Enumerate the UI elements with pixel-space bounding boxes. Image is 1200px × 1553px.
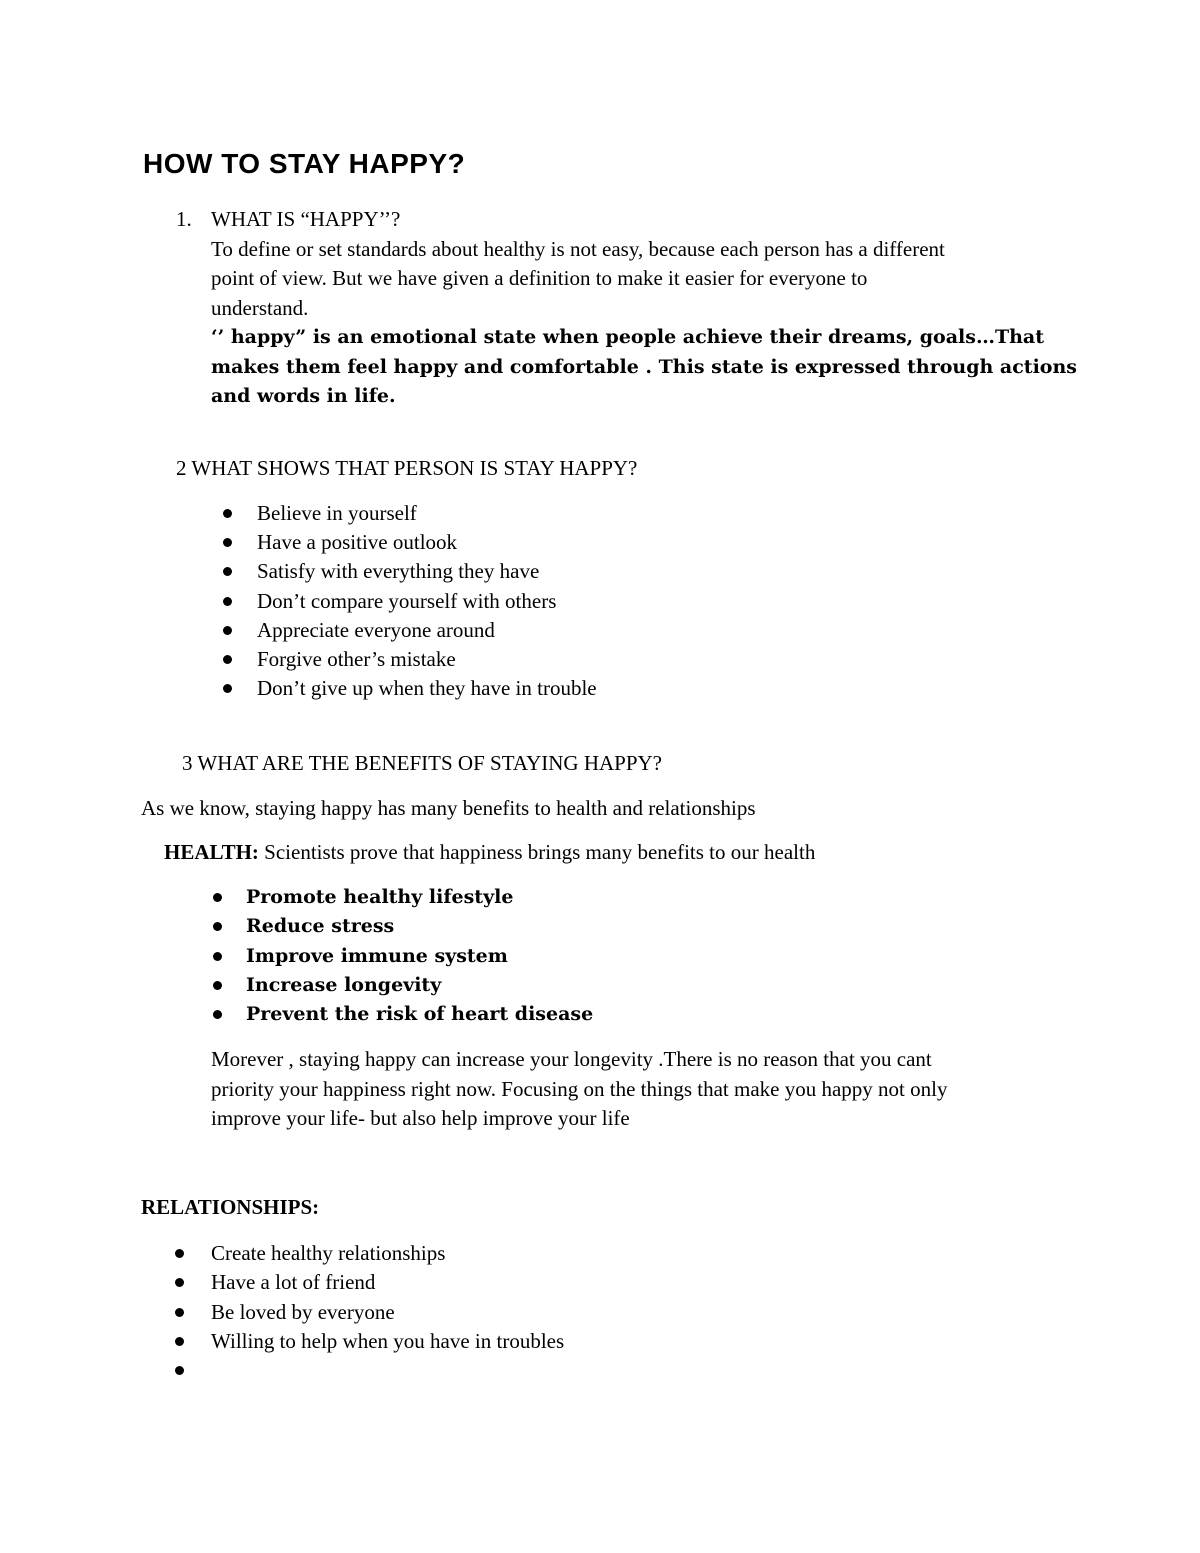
section1-heading: WHAT IS “HAPPY’’? <box>211 207 401 231</box>
section3-heading: 3 WHAT ARE THE BENEFITS OF STAYING HAPPY? <box>182 751 663 775</box>
list-item-text: Don’t compare yourself with others <box>257 588 557 613</box>
list-item-text: Promote healthy lifestyle <box>246 886 514 908</box>
list-item-text: Have a lot of friend <box>211 1270 376 1295</box>
bullet-icon <box>213 893 222 902</box>
bullet-icon <box>223 597 232 606</box>
list-item <box>246 971 593 1000</box>
list-item-text: Forgive other’s mistake <box>257 646 456 671</box>
list-item <box>246 1000 593 1029</box>
relationships-label: RELATIONSHIPS: <box>141 1195 320 1219</box>
section1-definition-line: makes them feel happy and comfortable . This state is expressed through actions <box>211 355 1077 378</box>
section1-paragraph-line: To define or set standards about healthy is not easy, because each person has a different <box>211 236 945 261</box>
section2-heading: 2 WHAT SHOWS THAT PERSON IS STAY HAPPY? <box>176 456 638 480</box>
list-item <box>257 557 597 586</box>
bullet-icon <box>175 1366 184 1375</box>
list-item-text: Create healthy relationships <box>211 1241 446 1265</box>
list-item-text: Reduce stress <box>246 915 395 938</box>
section1-definition-line: and words in life. <box>211 385 396 407</box>
list-item <box>211 1327 564 1356</box>
list-item-text: Be loved by everyone <box>211 1299 395 1324</box>
list-item <box>246 942 593 971</box>
section1-paragraph-line: understand. <box>211 295 309 320</box>
health-text: Scientists prove that happiness brings many benefits to our health <box>258 840 816 864</box>
section1-definition-line: ‘’ happy” is an emotional state when people achieve their dreams, goals…That <box>211 326 1044 348</box>
health-line <box>164 838 815 868</box>
health-list <box>246 883 593 1029</box>
bullet-icon <box>175 1278 184 1287</box>
moreover-line: Morever , staying happy can increase your longevity .There is no reason that you cant <box>211 1047 932 1071</box>
list-item-text: Prevent the risk of heart disease <box>246 1003 594 1026</box>
list-item <box>257 587 597 616</box>
list-item <box>211 1298 564 1327</box>
list-item-text: Appreciate everyone around <box>257 617 495 642</box>
bullet-icon <box>223 567 232 576</box>
list-item <box>257 645 597 674</box>
bullet-icon <box>223 538 232 547</box>
section1-number: 1. <box>176 207 192 231</box>
bullet-icon <box>223 509 232 518</box>
moreover-paragraph <box>211 1045 947 1134</box>
list-item <box>211 1239 564 1268</box>
relationships-list <box>211 1239 564 1385</box>
list-item-text: Satisfy with everything they have <box>257 559 540 584</box>
bullet-icon <box>213 952 222 961</box>
list-item-text: Improve immune system <box>246 944 508 967</box>
bullet-icon <box>223 626 232 635</box>
list-item-text: Don’t give up when they have in trouble <box>257 676 597 701</box>
bullet-icon <box>175 1337 184 1346</box>
list-item <box>257 499 597 528</box>
list-item <box>257 528 597 557</box>
list-item <box>257 674 597 703</box>
bullet-icon <box>213 981 222 990</box>
section2-list <box>257 499 597 703</box>
list-item-text: Believe in yourself <box>257 501 417 525</box>
bullet-icon <box>213 922 222 931</box>
bullet-icon <box>223 684 232 693</box>
section1-paragraph-line: point of view. But we have given a definition to make it easier for everyone to <box>211 266 868 290</box>
bullet-icon <box>213 1010 222 1019</box>
section3-intro: As we know, staying happy has many benefits to health and relationships <box>141 796 756 820</box>
list-item <box>211 1268 564 1297</box>
list-item <box>211 1356 564 1385</box>
list-item-text: Increase longevity <box>246 973 442 996</box>
list-item-text: Have a positive outlook <box>257 530 458 555</box>
list-item <box>246 883 593 912</box>
list-item-text: Willing to help when you have in troubles <box>211 1328 565 1353</box>
bullet-icon <box>175 1308 184 1317</box>
health-label: HEALTH: <box>164 840 259 864</box>
section1-block <box>211 205 1077 412</box>
list-item <box>257 616 597 645</box>
list-item <box>246 912 593 941</box>
bullet-icon <box>223 655 232 664</box>
moreover-line: priority your happiness right now. Focusing on the things that make you happy not only <box>211 1076 948 1101</box>
document-title: HOW TO STAY HAPPY? <box>143 148 466 179</box>
moreover-line: improve your life- but also help improve your life <box>211 1106 630 1130</box>
bullet-icon <box>175 1249 184 1258</box>
